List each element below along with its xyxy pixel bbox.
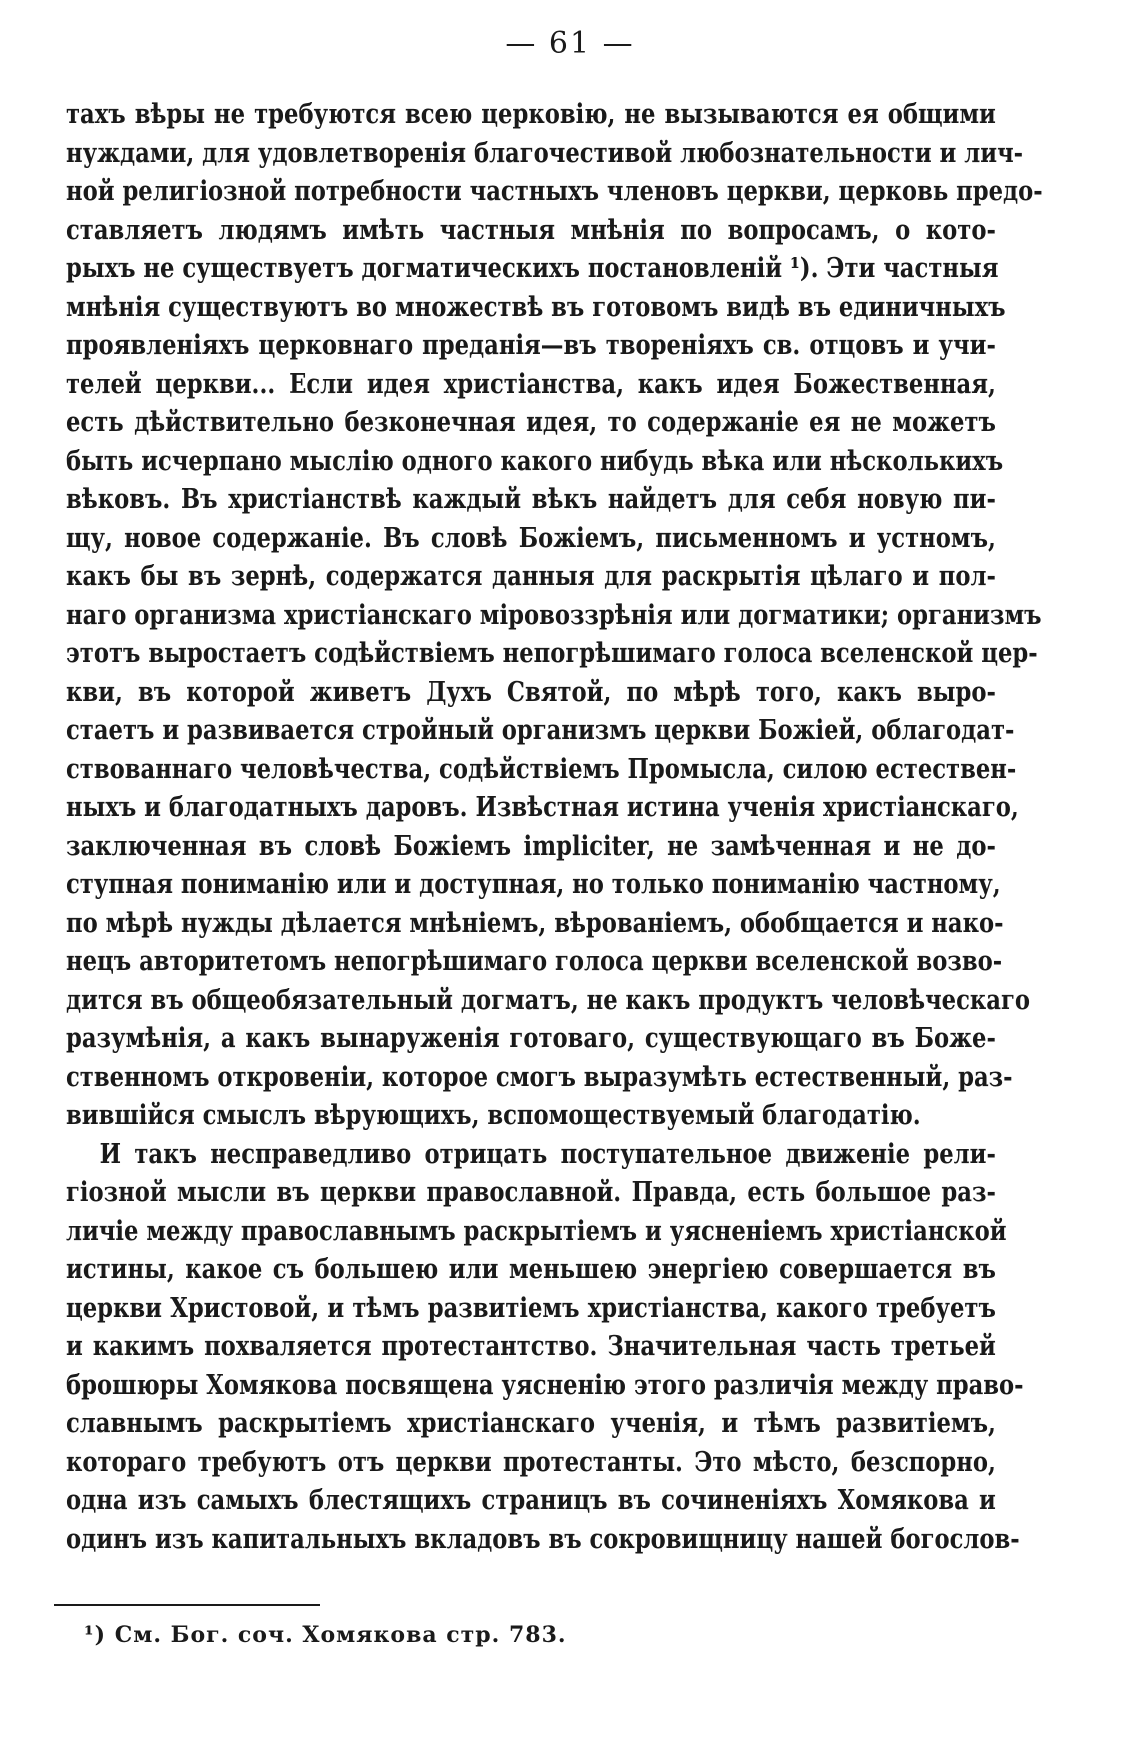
text-line: нецъ авторитетомъ непогрѣшимаго голоса церкви вселенской возво-: [66, 946, 1003, 977]
text-line: щу, новое содержаніе. Въ словѣ Божіемъ, письменномъ и устномъ,: [66, 522, 996, 554]
text-line: по мѣрѣ нужды дѣлается мнѣніемъ, вѣрованіемъ, обобщается и нако-: [66, 907, 1004, 939]
text-line: мнѣнія существуютъ во множествѣ въ готовомъ видѣ въ единичныхъ: [66, 291, 1006, 323]
text-line: наго организма христіанскаго міровоззрѣнія или догматики; организмъ: [66, 599, 1042, 631]
text-line: стаетъ и развивается стройный организмъ церкви Божіей, облагодат-: [66, 715, 1015, 746]
text-line: дится въ общеобязательный догматъ, не какъ продуктъ человѣческаго: [66, 984, 1031, 1016]
text-line: котораго требуютъ отъ церкви протестанты. Это мѣсто, безспорно,: [66, 1446, 996, 1478]
text-line: этотъ выростаетъ содѣйствіемъ непогрѣшимаго голоса вселенской цер-: [66, 638, 1038, 669]
text-line: вившійся смыслъ вѣрующихъ, вспомоществуемый благодатію.: [66, 1100, 921, 1131]
text-line: нуждами, для удовлетворенія благочестивой любознательности и лич-: [66, 137, 1024, 169]
footnote-divider: [54, 1604, 320, 1606]
text-line: заключенная въ словѣ Божіемъ implicitеr, не замѣченная и не до-: [66, 830, 996, 862]
text-line: ступная пониманію или и доступная, но только пониманію частному,: [66, 869, 1001, 900]
text-line: истины, какое съ большею или меньшею энергіею совершается въ: [66, 1254, 996, 1285]
text-line: рыхъ не существуетъ догматическихъ постановленій ¹). Эти частныя: [66, 253, 999, 284]
body-text: [66, 96, 1043, 1559]
text-line: телей церкви... Если идея христіанства, какъ идея Божественная,: [66, 368, 996, 400]
text-line: личіе между православнымъ раскрытіемъ и уясненіемъ христіанской: [66, 1215, 1007, 1247]
text-line: и какимъ похваляется протестантство. Значительная часть третьей: [66, 1331, 996, 1362]
text-line: одна изъ самыхъ блестящихъ страницъ въ сочиненіяхъ Хомякова и: [66, 1485, 996, 1516]
text-line: ной религіозной потребности частныхъ членовъ церкви, церковь предо-: [66, 176, 1043, 207]
text-line: одинъ изъ капитальныхъ вкладовъ въ сокровищницу нашей богослов-: [66, 1523, 1020, 1555]
text-line: ныхъ и благодатныхъ даровъ. Извѣстная истина ученія христіанскаго,: [66, 792, 1019, 823]
footnote: ¹) См. Бог. соч. Хомякова стр. 783.: [84, 1622, 567, 1648]
text-line: И такъ несправедливо отрицать поступательное движеніе рели-: [99, 1138, 996, 1170]
text-line: проявленіяхъ церковнаго преданія—въ твореніяхъ св. отцовъ и учи-: [66, 330, 996, 361]
text-line: ственномъ откровеніи, которое смогъ выразумѣть естественный, раз-: [66, 1061, 1013, 1093]
text-line: славнымъ раскрытіемъ христіанскаго ученія, и тѣмъ развитіемъ,: [66, 1408, 996, 1439]
text-line: вѣковъ. Въ христіанствѣ каждый вѣкъ найдетъ для себя новую пи-: [66, 484, 996, 515]
text-line: кви, въ которой живетъ Духъ Святой, по мѣрѣ того, какъ выро-: [66, 676, 996, 708]
text-line: тахъ вѣры не требуются всею церковію, не вызываются ея общими: [66, 99, 996, 130]
text-line: брошюры Хомякова посвящена уясненію этого различія между право-: [66, 1369, 1024, 1401]
text-line: быть исчерпано мыслію одного какого нибудь вѣка или нѣсколькихъ: [66, 445, 1004, 477]
text-line: ставляетъ людямъ имѣть частныя мнѣнія по вопросамъ, о кото-: [66, 214, 996, 246]
text-line: ствованнаго человѣчества, содѣйствіемъ Промысла, силою естествен-: [66, 753, 1017, 785]
text-line: гіозной мысли въ церкви православной. Правда, есть большое раз-: [66, 1177, 996, 1208]
text-line: какъ бы въ зернѣ, содержатся данныя для раскрытія цѣлаго и пол-: [66, 561, 996, 592]
text-line: церкви Христовой, и тѣмъ развитіемъ христіанства, какого требуетъ: [66, 1292, 996, 1324]
text-line: есть дѣйствительно безконечная идея, то содержаніе ея не можетъ: [66, 407, 996, 438]
page-number: — 61 —: [505, 26, 635, 61]
text-line: разумѣнія, а какъ вынаруженія готоваго, существующаго въ Боже-: [66, 1023, 996, 1054]
